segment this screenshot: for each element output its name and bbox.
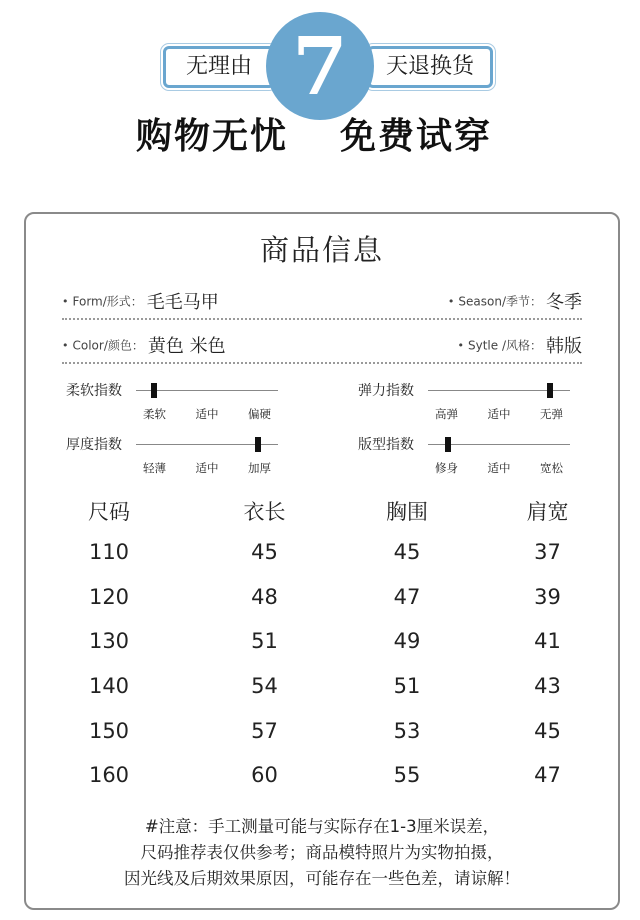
season-label: Season/季节： bbox=[458, 294, 542, 309]
table-row bbox=[26, 575, 618, 620]
size-cell: 150 bbox=[88, 718, 130, 743]
shoulder-cell: 41 bbox=[534, 629, 561, 654]
size-cell: 120 bbox=[88, 584, 130, 609]
size-table-header bbox=[26, 492, 618, 530]
info-row-form-season bbox=[62, 288, 582, 316]
size-cell: 160 bbox=[88, 763, 130, 788]
chest-cell: 45 bbox=[393, 540, 421, 565]
seven-day-badge: 7 bbox=[266, 12, 374, 120]
index-name: 柔软指数 bbox=[66, 383, 122, 399]
length-cell: 60 bbox=[251, 763, 278, 788]
chest-cell: 47 bbox=[393, 584, 421, 609]
dotted-divider bbox=[62, 318, 582, 320]
table-row bbox=[26, 664, 618, 709]
info-row-color-style bbox=[62, 332, 582, 360]
note-line: 尺码推荐表仅供参考；商品模特照片为实物拍摄， bbox=[140, 843, 504, 862]
elasticity-index bbox=[358, 380, 608, 428]
fit-index bbox=[358, 434, 608, 482]
chest-cell: 55 bbox=[393, 763, 421, 788]
size-cell: 110 bbox=[88, 540, 130, 565]
index-marker bbox=[151, 383, 157, 398]
index-name: 版型指数 bbox=[358, 437, 414, 453]
index-marker bbox=[255, 437, 261, 452]
chest-cell: 49 bbox=[393, 629, 421, 654]
return-exchange-pill: 天退换货 bbox=[367, 46, 493, 88]
index-option: 无弹 bbox=[540, 407, 564, 421]
index-option: 适中 bbox=[487, 407, 511, 421]
shoulder-cell: 37 bbox=[534, 540, 561, 565]
index-option: 适中 bbox=[487, 461, 511, 475]
header-chest: 胸围 bbox=[386, 500, 428, 524]
chest-cell: 53 bbox=[393, 718, 421, 743]
table-row bbox=[26, 530, 618, 575]
length-cell: 54 bbox=[251, 674, 278, 699]
index-option: 柔软 bbox=[142, 407, 166, 421]
size-cell: 130 bbox=[88, 629, 130, 654]
index-option: 轻薄 bbox=[142, 461, 166, 475]
table-row bbox=[26, 753, 618, 798]
index-name: 弹力指数 bbox=[358, 383, 414, 399]
size-cell: 140 bbox=[88, 674, 130, 699]
index-marker bbox=[445, 437, 451, 452]
bullet-icon: • bbox=[447, 294, 455, 308]
index-name: 厚度指数 bbox=[66, 437, 122, 453]
index-option: 高弹 bbox=[434, 407, 458, 421]
shoulder-cell: 39 bbox=[534, 584, 561, 609]
thickness-index bbox=[66, 434, 316, 482]
no-reason-pill: 无理由 bbox=[163, 46, 275, 88]
length-cell: 57 bbox=[251, 718, 278, 743]
note-line: #注意：手工测量可能与实际存在1-3厘米误差， bbox=[144, 817, 500, 836]
softness-index bbox=[66, 380, 316, 428]
shoulder-cell: 43 bbox=[534, 674, 561, 699]
chest-cell: 51 bbox=[393, 674, 421, 699]
promo-banner bbox=[0, 0, 640, 170]
length-cell: 48 bbox=[251, 584, 278, 609]
card-title: 商品信息 bbox=[259, 233, 384, 267]
measurement-note bbox=[26, 814, 618, 892]
bullet-icon: • bbox=[62, 338, 69, 352]
style-label: Sytle /风格： bbox=[468, 338, 542, 353]
shoulder-cell: 47 bbox=[534, 763, 561, 788]
bullet-icon: • bbox=[457, 338, 464, 352]
index-option: 宽松 bbox=[540, 461, 564, 475]
note-line: 因光线及后期效果原因，可能存在一些色差，请谅解！ bbox=[124, 869, 520, 888]
index-option: 加厚 bbox=[248, 461, 272, 475]
size-table bbox=[26, 492, 618, 798]
style-value: 韩版 bbox=[546, 336, 582, 357]
slogan-worry-free: 购物无忧 bbox=[136, 116, 289, 157]
slogan-free-try: 免费试穿 bbox=[340, 116, 493, 157]
index-option: 修身 bbox=[434, 461, 458, 475]
header-size: 尺码 bbox=[88, 500, 130, 524]
dotted-divider bbox=[62, 362, 582, 364]
table-row bbox=[26, 708, 618, 753]
length-cell: 45 bbox=[251, 540, 278, 565]
season-value: 冬季 bbox=[546, 292, 582, 313]
header-length: 衣长 bbox=[243, 500, 286, 524]
header-shoulder: 肩宽 bbox=[526, 500, 569, 524]
index-option: 适中 bbox=[195, 407, 219, 421]
form-value: 毛毛马甲 bbox=[146, 292, 219, 313]
color-value: 黄色 米色 bbox=[147, 336, 226, 357]
index-marker bbox=[547, 383, 553, 398]
index-option: 偏硬 bbox=[248, 407, 272, 421]
product-info-card bbox=[24, 212, 620, 910]
table-row bbox=[26, 619, 618, 664]
bullet-icon: • bbox=[62, 294, 69, 308]
length-cell: 51 bbox=[251, 629, 278, 654]
form-label: Form/形式： bbox=[72, 294, 143, 309]
index-option: 适中 bbox=[195, 461, 219, 475]
color-label: Color/颜色： bbox=[72, 338, 144, 353]
shoulder-cell: 45 bbox=[534, 718, 561, 743]
